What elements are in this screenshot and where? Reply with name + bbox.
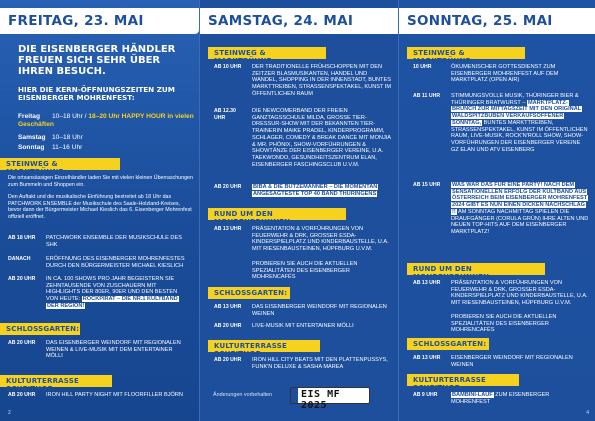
event-desc: IRON HILL PARTY NIGHT MIT FLOORFILLER BJÖRN [46,392,183,398]
event-desc: IRON HILL CITY BEATS MIT DEN PLATTENPUSSYS, FUNK'N DELUXE & SASHA MAREA [252,357,388,370]
page-number: 4 [586,410,589,416]
hours-sunday-label: Sonntag [18,144,45,151]
event-desc: DAS EISENBERGER WEINDORF MIT REGIONALEN WEINEN [252,304,387,317]
event-row [214,108,392,180]
event-desc: DIE NEWCOMERBAND DER FREIEN GANZTAGSSCHULE MILDA, GROSSE TIER-DRESSUR-SHOW MIT DER BEKANNTEN TIER-TRAINERIN MAIKE PRADEL, KINDERPROGRAMM, SCHLAGER, COMEDY & BREAK DANCE MIT MONJIA & MR. PHÖNIX, SHOW-VORFÜHRUNGEN & SHOWTÄNZE DER EISENBERGER VEREINE, U.A. TAEKWONDO, GESUNDHEITSZENTRUM ELAN, EISENBERGER FASCHINGSCLUB U.V.M. [252,108,391,168]
intro-text-1: Die ortsansässigen Einzelhändler laden Sie mit vielen kleinen Überraschungen zum Bummeln und Shoppen ein. [8,175,193,188]
event-highlight: MARKTPLATZ-BRUNCH ZUR MITTAGSZEIT MIT DEN ORIGINAL WALDSPITZBUBEN VERKAUFSOFFENER SONNTAG, [452,99,582,126]
section-steinweg-sunday: STEINWEG & MARKTBÜHNE: [407,47,525,59]
day-title-friday: FREITAG, 23. MAI [0,8,199,34]
event-time: AB 20 UHR [8,340,36,346]
event-row [214,226,392,262]
hours-saturday-label: Samstag [18,134,46,141]
event-highlight: ROCKPIRAT – DIE NR.1 KULTBAND DER REGION! [47,296,178,309]
section-steinweg-saturday: STEINWEG & MARKTBÜHNE: [208,47,326,59]
event-desc-text: STIMMUNGSVOLLE MUSIK, THÜRINGER BIER & THÜRINGER BRATWURST – [451,93,579,106]
intro-text-2: Den Auftakt und die musikalische Einführung bestreitet ab 18 Uhr das PATCHWORK ENSEMBLE der Musikschule des Saale-Holzland-Kreises, bevor dann der Bürgermeister Michael Kieslich das 6. Eisenberger Mohrenfest offiziell eröffnet. [8,194,192,221]
event-time: AB 15 UHR [413,182,441,188]
hours-friday-label: Freitag [18,113,40,120]
event-time: DANACH [8,256,31,262]
day-title-saturday: SAMSTAG, 24. MAI [200,8,398,34]
event-row [413,93,589,177]
event-desc: EISENBERGER WEINDORF MIT REGIONALEN WEINEN [451,355,573,368]
event-desc: ERÖFFNUNG DES EISENBERGER MOHRENFESTES DURCH DEN BÜRGERMEISTER MICHAEL KIESLICH [46,256,185,269]
section-scheithof-friday: KULTURTERRASSE SCHEITHOF: [0,375,112,387]
hours-saturday [18,134,83,142]
section-mohrenbrunnen-sunday: RUND UM DEN MOHRENBRUNNEN: [407,263,545,275]
page-number: 2 [8,410,11,416]
event-highlight: BIBA & DIE BUTZEMÄNNER – DIE MOMENTAN ANGESAGTESTE TOP 40 BAND THÜRINGENS [253,184,378,197]
event-time: AB 9 UHR [413,392,438,398]
event-desc-text: AM SONNTAG NACHMITTAG SPIELEN DIE DRAUFGÄNGER (CORULA GRÜN) IHRE ALTEN UND NEUEN TOP-HITS AUF DEM EISENBERGER MARKTPLATZ! [451,208,589,235]
section-steinweg-friday: STEINWEG & MARKTBÜHNE: [0,158,120,170]
event-desc: LIVE-MUSIK MIT ENTERTAINER MÖLLI [252,323,354,329]
event-time: AB 18 UHR [8,235,36,241]
event-time: AB 13 UHR [214,304,242,310]
event-desc: PATCHWORK ENSEMBLE DER MUSIKSCHULE DES SHK [46,235,182,248]
section-scheithof-sunday: KULTURTERRASSE SCHEITHOF: [407,374,519,386]
hours-sunday-time: 11–16 Uhr [52,144,83,151]
hours-friday [18,113,199,128]
event-desc [46,276,190,310]
event-row [8,276,190,316]
event-time: AB 13 UHR [214,226,242,232]
event-desc-text: IN CA. 100 SHOWS PRO JAHR BEGEISTERN SIE ZEHNTAUSENDE VON ZUSCHAUERN MIT HIGHLIGHTS DER 80ER, 90ER UND DEN BESTEN VON HEUTE: [46,276,178,303]
event-row [413,280,589,316]
event-desc [252,184,392,197]
friday-column [0,0,199,421]
event-desc: PROBIEREN SIE AUCH DIE AKTUELLEN SPEZIALITÄTEN DES EISENBERGER MOHRENCAFÉS [252,261,358,281]
hours-saturday-time: 10–18 Uhr [52,134,83,141]
event-desc [451,392,589,405]
section-mohrenbrunnen-saturday: RUND UM DEN MOHRENBRUNNEN: [208,208,346,220]
section-schlossgarten-sunday: SCHLOSSGARTEN: [407,338,489,350]
event-desc: PROBIEREN SIE AUCH DIE AKTUELLEN SPEZIALITÄTEN DES EISENBERGER MOHRENCAFÉS [451,314,557,334]
event-desc: ÖKUMENISCHER GOTTESDIENST ZUM EISENBERGER MOHRENFEST AUF DEM MARKTPLATZ (OPEN AIR) [451,64,559,84]
event-time: AB 20 UHR [214,357,242,363]
event-time: AB 13 UHR [413,355,441,361]
hours-friday-time: 10–18 Uhr / [52,113,87,120]
footnote: Änderungen vorbehalten [213,392,273,398]
event-time: AB 20 UHR [214,323,242,329]
opening-hours-heading: HIER DIE KERN-ÖFFNUNGSZEITEN ZUM EISENBERGER MOHRENFEST: [18,85,175,103]
event-time: AB 20 UHR [8,276,36,282]
event-highlight: BAMBINI-LAUF [452,392,493,398]
license-plate-logo [290,387,370,411]
event-row [214,64,392,114]
event-desc [451,93,589,153]
event-highlight: WAS WAR DAS FÜR EINE PARTY! NACH DEM SENSATIONELLEN ERFOLG DER KULTBAND AUS ÖSTERREICH BEIM EISENBERGER MOHRENFEST 2024 GIBT ES NUN EINEN DICKEN NACHSCHLAG !! [452,182,588,215]
event-desc: PRÄSENTATION & VORFÜHRUNGEN VON FEUERWEHR & DRK, GROSSER ESDA-KINDERSPIELPLATZ UND KINDERBAUSTELLE, U.A. MIT RIESENBAUSTEINEN, HÜPFBURG U.V.M. [252,226,389,253]
saturday-column [199,0,398,421]
event-desc: DER TRADITIONELLE FRÜHSCHOPPEN MIT DEN ZEITZER BLASMUSIKANTEN, HANDEL UND WANDEL, SHOPPING IN DER INNENSTADT, BUNTES MARKTTREIBEN, STRASSENSPEKTAKEL, KUNST IM ÖFFENTLICHEN RAUM [252,64,392,97]
plate-text: EIS MF 2025 [301,389,341,411]
happy-hour-text: 18–20 Uhr HAPPY HOUR in vielen Geschäften [18,113,194,128]
event-desc: DAS EISENBERGER WEINDORF MIT REGIONALEN WEINEN & LIVE-MUSIK MIT DEM ENTERTAINER MÖLLI [46,340,181,360]
hours-sunday [18,144,82,152]
event-time: AB 20 UHR [214,184,242,190]
event-desc-text: ZUM EISENBERGER MOHRENFEST [451,392,550,405]
event-desc [451,182,589,236]
event-time: AB 13 UHR [413,280,441,286]
headline: DIE EISENBERGER HÄNDLER FREUEN SICH SEHR ÜBER IHREN BESUCH. [18,44,176,77]
eu-band-icon [291,388,298,403]
event-desc: PRÄSENTATION & VORFÜHRUNGEN VON FEUERWEHR & DRK, GROSSER ESDA-KINDERSPIELPLATZ UND KINDERBAUSTELLE, U.A. MIT RIESENBAUSTEINEN, HÜPFBURG U.V.M. [451,280,588,307]
event-row [413,182,589,250]
event-time: AB 12.30 UHR [214,108,236,121]
event-time: AB 10 UHR [214,64,242,70]
section-schlossgarten-saturday: SCHLOSSGARTEN: [208,287,290,299]
event-time: AB 11 UHR [413,93,441,99]
section-schlossgarten-friday: SCHLOSSGARTEN: [0,323,80,335]
event-desc-text: BUNTES MARKTTREIBEN, STRASSENSPEKTAKEL, KUNST IM ÖFFENTLICHEN RAUM, LIVE-MUSIK, ROCK'N'ROLL SHOW, SHOW-VORFÜHRUNGEN DER EISENBERGER VEREINE GZ ELAN UND ATV EISENBERG [451,119,588,153]
event-time: 10 UHR [413,64,432,70]
section-scheithof-saturday: KULTURTERRASSE SCHEITHOF: [208,340,320,352]
event-row [413,64,589,92]
event-time: AB 20 UHR [8,392,36,398]
sunday-column [398,0,595,421]
day-title-sunday: SONNTAG, 25. MAI [399,8,595,34]
